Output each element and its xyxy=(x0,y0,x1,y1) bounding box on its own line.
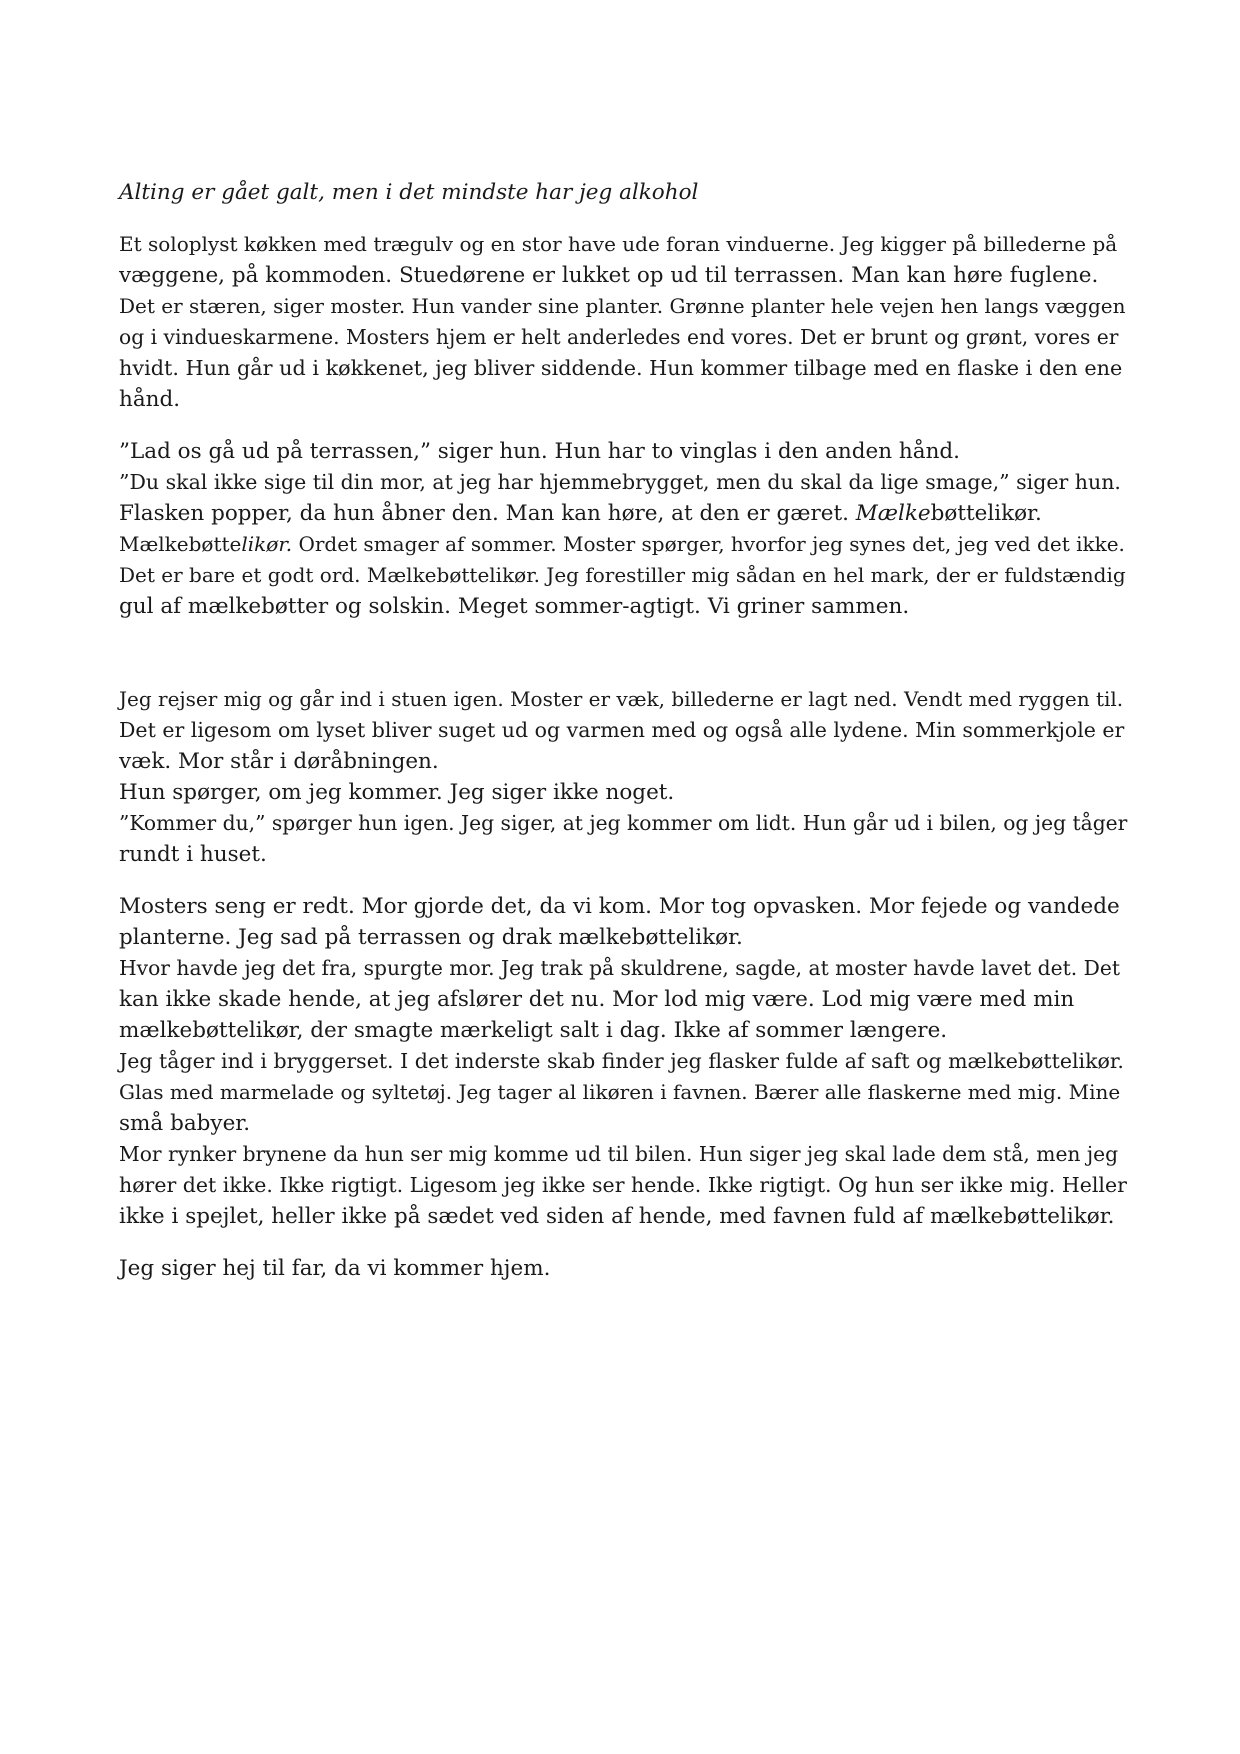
text-segment: Flasken popper, da hun åbner den. Man kan høre, at den er gæret. xyxy=(119,501,849,526)
text-line: Et soloplyst køkken med trægulv og en stor have ude foran vinduerne. Jeg kigger på billederne på xyxy=(119,232,1118,256)
section-break xyxy=(119,643,1129,684)
text-line: planterne. Jeg sad på terrassen og drak mælkebøttelikør. xyxy=(119,925,743,950)
text-line: ”Lad os gå ud på terrassen,” siger hun. Hun har to vinglas i den anden hånd. xyxy=(119,439,961,464)
text-line: hånd. xyxy=(119,387,181,412)
text-line: Jeg rejser mig og går ind i stuen igen. Moster er væk, billederne er lagt ned. Vendt med ryggen til. xyxy=(119,687,1124,711)
text-line: hører det ikke. Ikke rigtigt. Ligesom jeg ikke ser hende. Ikke rigtigt. Og hun ser ikke mig. Heller xyxy=(119,1173,1127,1197)
text-line: ”Kommer du,” spørger hun igen. Jeg siger, at jeg kommer om lidt. Hun går ud i bilen, og jeg tåger xyxy=(119,811,1128,835)
text-line: rundt i huset. xyxy=(119,842,267,867)
text-line: Det er stæren, siger moster. Hun vander sine planter. Grønne planter hele vejen hen langs væggen xyxy=(119,294,1126,318)
text-line: Det er ligesom om lyset bliver suget ud og varmen med og også alle lydene. Min sommerkjole er xyxy=(119,718,1125,742)
text-line-with-emphasis xyxy=(119,529,1129,560)
text-line: væk. Mor står i døråbningen. xyxy=(119,749,439,774)
paragraph-1 xyxy=(119,229,1129,415)
paragraph-3 xyxy=(119,684,1129,870)
text-line: Jeg tåger ind i bryggerset. I det inderste skab finder jeg flasker fulde af saft og mælkebøttelikør. xyxy=(119,1049,1124,1073)
text-segment: Ordet smager af sommer. Moster spørger, hvorfor jeg synes det, jeg ved det ikke. xyxy=(298,532,1125,556)
text-line: Det er bare et godt ord. Mælkebøttelikør. Jeg forestiller mig sådan en hel mark, der er fuldstændig xyxy=(119,563,1126,587)
text-line: gul af mælkebøtter og solskin. Meget sommer-agtigt. Vi griner sammen. xyxy=(119,594,910,619)
text-line: Jeg siger hej til far, da vi kommer hjem. xyxy=(119,1256,551,1281)
text-line: væggene, på kommoden. Stuedørene er lukket op ud til terrassen. Man kan høre fuglene. xyxy=(119,263,1099,288)
emphasis-segment: likør. xyxy=(241,532,293,556)
text-line: små babyer. xyxy=(119,1111,251,1136)
text-line: kan ikke skade hende, at jeg afslører det nu. Mor lod mig være. Lod mig være med min xyxy=(119,987,1075,1012)
text-line: og i vindueskarmene. Mosters hjem er helt anderledes end vores. Det er brunt og grønt, vores er xyxy=(119,325,1119,349)
paragraph-5 xyxy=(119,1253,1129,1284)
emphasis-segment: Mælke xyxy=(855,501,931,526)
paragraph-2 xyxy=(119,436,1129,622)
text-line: Hun spørger, om jeg kommer. Jeg siger ikke noget. xyxy=(119,780,675,805)
text-line: ”Du skal ikke sige til din mor, at jeg har hjemmebrygget, men du skal da lige smage,” siger hun. xyxy=(119,470,1121,494)
paragraph-4 xyxy=(119,891,1129,1232)
text-line: Mor rynker brynene da hun ser mig komme ud til bilen. Hun siger jeg skal lade dem stå, men jeg xyxy=(119,1142,1119,1166)
text-line: ikke i spejlet, heller ikke på sædet ved siden af hende, med favnen fuld af mælkebøttelikør. xyxy=(119,1204,1115,1229)
document-body xyxy=(119,177,1129,1305)
text-line: Mosters seng er redt. Mor gjorde det, da vi kom. Mor tog opvasken. Mor fejede og vandede xyxy=(119,894,1120,919)
text-segment: Mælkebøtte xyxy=(119,532,242,556)
text-line: hvidt. Hun går ud i køkkenet, jeg bliver siddende. Hun kommer tilbage med en flaske i den ene xyxy=(119,356,1123,380)
text-line: mælkebøttelikør, der smagte mærkeligt salt i dag. Ikke af sommer længere. xyxy=(119,1018,948,1043)
text-segment: bøttelikør. xyxy=(930,501,1042,526)
text-line-with-emphasis xyxy=(119,498,1129,529)
document-title: Alting er gået galt, men i det mindste har jeg alkohol xyxy=(119,180,699,205)
text-line: Glas med marmelade og syltetøj. Jeg tager al likøren i favnen. Bærer alle flaskerne med mig. Mine xyxy=(119,1080,1121,1104)
text-line: Hvor havde jeg det fra, spurgte mor. Jeg trak på skuldrene, sagde, at moster havde lavet det. Det xyxy=(119,956,1120,980)
